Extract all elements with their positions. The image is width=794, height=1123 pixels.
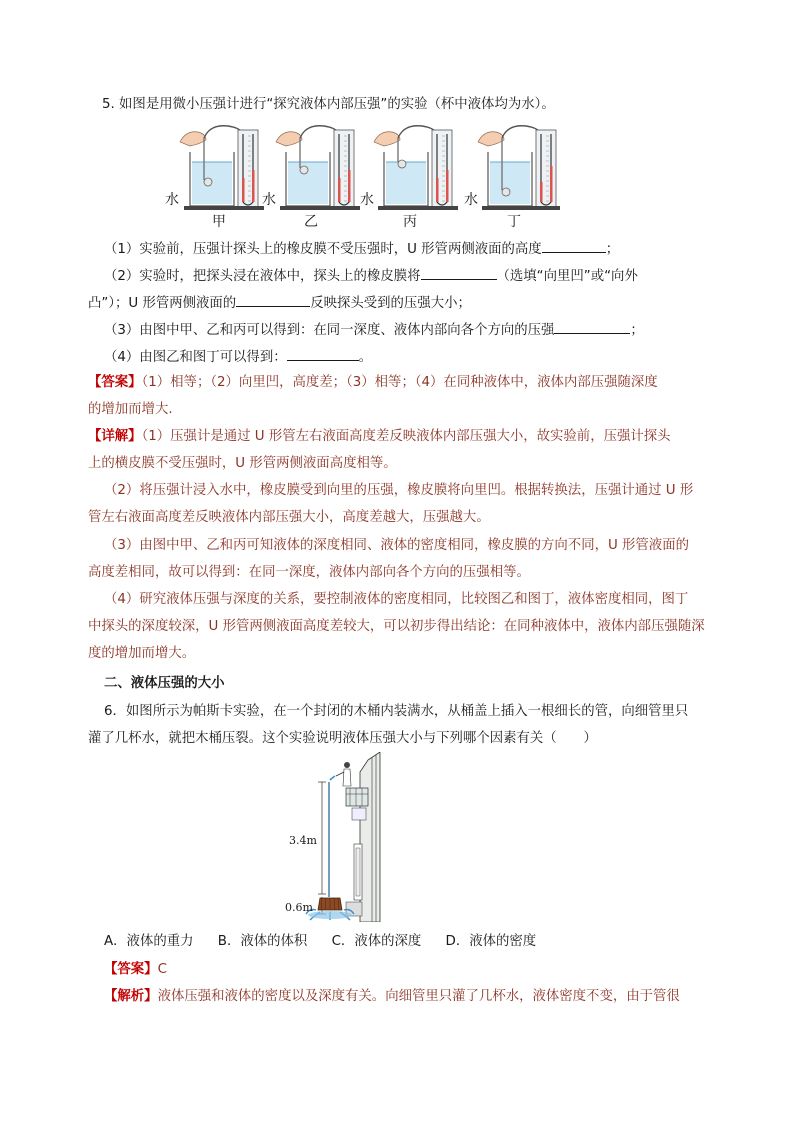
u-tube-stand: [334, 130, 354, 208]
person-body: [343, 769, 351, 786]
beaker-water: [386, 162, 426, 204]
wall: [360, 752, 380, 922]
q5-blank-4[interactable]: [554, 320, 630, 334]
q5-panel-label-bing: 丙: [403, 214, 417, 230]
q5-answer-cont: 的增加而增大.: [88, 402, 173, 417]
liquid-right: [252, 170, 255, 202]
q5-detail: 【详解】（1）压强计是通过 U 形管左右液面高度差反映液体内部压强大小，故实验前，压强计探头: [88, 429, 671, 444]
q5-item-2: （2）实验时，把探头浸在液体中，探头上的橡皮膜将 （选填“向里凹”或“向外: [104, 266, 638, 286]
probe-head: [300, 166, 308, 174]
q5-detail-line: （4）研究液体压强与深度的关系，要控制液体的密度相同，比较图乙和图丁，液体密度相同，图丁: [104, 592, 689, 607]
hand: [374, 132, 400, 146]
q5-answer: 【答案】（1）相等；（2）向里凹，高度差；（3）相等；（4）在同种液体中，液体内部压强随深度: [88, 375, 658, 390]
apparatus-1: [180, 126, 264, 210]
liquid-left: [540, 182, 543, 202]
option-a[interactable]: A．液体的重力: [104, 934, 194, 949]
base-plate: [378, 206, 458, 210]
q5-blank-1[interactable]: [542, 239, 606, 253]
q5-item-3: （3）由图中甲、乙和丙可以得到：在同一深度、液体内部向各个方向的压强 ；: [104, 320, 644, 340]
q5-item-2-cont: 凸”）；U 形管两侧液面的 反映探头受到的压强大小；: [88, 293, 471, 313]
q5-water-label-2: 水: [262, 192, 276, 208]
base-plate: [184, 206, 264, 210]
liquid-right: [550, 166, 553, 202]
balcony: [346, 788, 368, 806]
q5-item-4: （4）由图乙和图丁可以得到： 。: [104, 347, 372, 367]
base-plate: [280, 206, 360, 210]
u-tube-stand: [238, 130, 258, 208]
q6-answer-tag: 【答案】: [104, 962, 158, 977]
u-tube-stand: [432, 130, 452, 208]
q6-label-3-4m: 3.4m: [289, 834, 317, 847]
q6-stem: 6．如图所示为帕斯卡实验，在一个封闭的木桶内装满水，从桶盖上插入一根细长的管，向细管里只: [104, 704, 689, 719]
q6-stem-cont: 灌了几杯水，就把木桶压裂。这个实验说明液体压强大小与下列哪个因素有关（ ）: [88, 731, 597, 746]
person-head: [344, 762, 350, 768]
section-heading: 二、液体压强的大小: [104, 676, 225, 691]
q5-item-1: （1）实验前，压强计探头上的橡皮膜不受压强时，U 形管两侧液面的高度 ；: [104, 239, 619, 259]
base-plate: [482, 206, 560, 210]
q6-answer: 【答案】C: [104, 962, 167, 977]
q5-detail-line: 管左右液面高度差反映液体内部压强大小，高度差越大，压强越大。: [88, 510, 490, 525]
q5-blank-5[interactable]: [287, 347, 359, 361]
apparatus-3: [374, 126, 458, 210]
q5-blank-2[interactable]: [421, 266, 497, 280]
q5-panel-label-ding: 丁: [507, 214, 521, 230]
hand: [478, 132, 504, 146]
liquid-right: [348, 170, 351, 202]
liquid-left: [242, 178, 245, 202]
u-tube-stand: [536, 130, 556, 208]
q5-water-label-4: 水: [464, 192, 478, 208]
q6-label-0-6m: 0.6m: [285, 901, 313, 914]
q5-answer-tag: 【答案】: [88, 375, 142, 390]
liquid-left: [338, 178, 341, 202]
q6-analysis-tag: 【解析】: [104, 989, 158, 1004]
q6-analysis: 【解析】液体压强和液体的密度以及深度有关。向细管里只灌了几杯水，液体密度不变，由于管很: [104, 989, 680, 1004]
q5-water-label-1: 水: [165, 192, 179, 208]
beaker-water: [490, 162, 530, 204]
q5-detail-tag: 【详解】: [88, 429, 142, 444]
probe-head: [204, 178, 212, 186]
q5-panel-label-yi: 乙: [304, 214, 318, 230]
option-d[interactable]: D．液体的密度: [445, 934, 537, 949]
q6-options: [104, 933, 556, 951]
liquid-right: [446, 170, 449, 202]
hand: [180, 132, 206, 146]
apparatus-2: [276, 126, 360, 210]
q5-detail-line: （2）将压强计浸入水中，橡皮膜受到向里的压强，橡皮膜将向里凹。根据转换法，压强计通过 U 形: [104, 483, 694, 498]
q5-detail-line: 高度差相同，故可以得到：在同一深度，液体内部向各个方向的压强相等。: [88, 565, 530, 580]
option-b[interactable]: B．液体的体积: [217, 934, 308, 949]
probe-head: [398, 160, 406, 168]
q5-panel-label-jia: 甲: [212, 214, 226, 230]
probe-head: [502, 188, 510, 196]
liquid-left: [436, 178, 439, 202]
apparatus-4: [478, 126, 560, 210]
q5-stem: 5. 如图是用微小压强计进行“探究液体内部压强”的实验（杯中液体均为水）。: [102, 97, 555, 112]
q5-detail-line: （3）由图中甲、乙和丙可知液体的深度相同、液体的密度相同，橡皮膜的方向不同，U 形管液面的: [104, 538, 689, 553]
option-c[interactable]: C．液体的深度: [331, 934, 422, 949]
q5-detail-line: 上的横皮膜不受压强时，U 形管两侧液面高度相等。: [88, 456, 397, 471]
q5-blank-3[interactable]: [236, 293, 310, 307]
q5-detail-line: 中探头的深度较深，U 形管两侧液面高度差较大，可以初步得出结论：在同种液体中，液体内部压强随深: [88, 619, 705, 634]
hand: [276, 132, 302, 146]
q5-water-label-3: 水: [360, 192, 374, 208]
q5-detail-line: 度的增加而增大。: [88, 646, 196, 661]
